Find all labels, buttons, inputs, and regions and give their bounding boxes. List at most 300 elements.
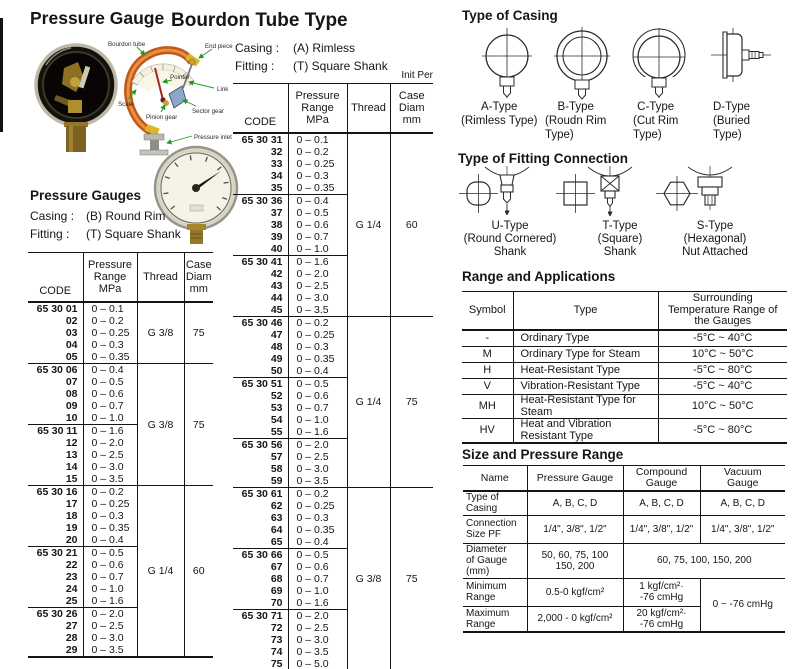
column-header <box>463 466 527 492</box>
cutaway-label-pointer: Pointer <box>170 74 190 81</box>
code-cell: 65 30 16 <box>28 486 83 499</box>
column-header <box>288 84 347 134</box>
casing-type-label <box>545 100 606 142</box>
thread-cell: G 3/8 <box>137 364 184 486</box>
range-cell: 0 – 3.5 <box>288 475 347 488</box>
range-cell: 0 – 0.4 <box>288 195 347 208</box>
code-table-rimless <box>233 83 433 669</box>
code-cell: 70 <box>233 597 288 610</box>
column-header <box>233 84 288 134</box>
range-cell: 0 – 0.5 <box>288 549 347 562</box>
casing-d-diagram <box>711 28 771 82</box>
thread-cell: G 1/4 <box>347 317 390 488</box>
cutaway-label-sector-gear: Sector gear <box>192 108 224 115</box>
code-cell: 38 <box>233 219 288 231</box>
text-line: Range <box>93 271 127 283</box>
code-cell: 65 30 21 <box>28 547 83 560</box>
temp-range-cell <box>658 379 787 395</box>
size-pressure-range-table <box>463 465 785 633</box>
range-cell: 0 – 3.5 <box>288 646 347 658</box>
text-line: D-Type <box>713 101 751 113</box>
fitting-type-label <box>655 220 775 259</box>
range-cell: 0 – 1.6 <box>83 595 137 608</box>
row-header <box>463 578 527 606</box>
range-cell: 0 – 2.5 <box>83 620 137 632</box>
code-cell: 49 <box>233 353 288 365</box>
range-cell: 0 – 5.0 <box>288 658 347 669</box>
text-line: Case <box>185 259 212 271</box>
text-line: Casing <box>466 503 498 515</box>
column-header <box>83 253 137 303</box>
casing-diagrams <box>455 22 800 100</box>
range-cell: 0 – 2.0 <box>288 610 347 623</box>
text-line: -5°C ~ 40°C <box>693 379 753 392</box>
text-line: Resistant Type <box>520 429 594 442</box>
code-cell: 57 <box>233 451 288 463</box>
casing-type-label <box>633 100 678 142</box>
code-cell: 65 30 26 <box>28 608 83 621</box>
range-cell: 0 – 3.0 <box>288 292 347 304</box>
text-line: 1/4", 3/8", 1/2" <box>543 523 607 535</box>
text-line: Shank <box>493 246 527 258</box>
code-cell: 52 <box>233 390 288 402</box>
column-header <box>137 253 184 303</box>
range-cell: 0 – 0.3 <box>288 512 347 524</box>
range-cell: 0 – 0.3 <box>288 170 347 182</box>
spec-cell <box>527 491 623 515</box>
range-cell: 0 – 0.2 <box>288 146 347 158</box>
range-cell: 0 – 1.6 <box>83 425 137 438</box>
column-header <box>462 292 513 330</box>
code-cell: 64 <box>233 524 288 536</box>
code-cell: 19 <box>28 522 83 534</box>
text-line: Range <box>466 592 496 603</box>
row-header <box>463 515 527 543</box>
text-line: 1/4", 3/8", 1/2" <box>629 523 694 535</box>
range-cell: 0 – 3.5 <box>288 304 347 317</box>
code-cell: 35 <box>233 182 288 195</box>
code-cell: 24 <box>28 583 83 595</box>
range-cell: 0 – 0.5 <box>288 378 347 391</box>
range-cell: 0 – 0.35 <box>288 353 347 365</box>
symbol-cell <box>462 363 513 379</box>
column-header <box>623 466 700 492</box>
casing-c-diagram <box>633 28 685 98</box>
text-line: the Gauges <box>694 315 752 327</box>
text-line: (Roudn Rim <box>545 115 607 127</box>
text-line: MH <box>478 399 496 412</box>
text-line: Vibration-Resistant Type <box>520 379 640 392</box>
text-line: M <box>482 347 492 360</box>
range-cell: 0 – 0.4 <box>83 534 137 547</box>
table-row <box>462 379 787 395</box>
casing-type-label <box>461 100 537 128</box>
text-line: A-Type <box>481 101 518 113</box>
range-cell: 0 – 0.35 <box>83 522 137 534</box>
cutaway-label-pressure-inlet: Pressure inlet <box>194 134 232 141</box>
symbol-cell <box>462 347 513 363</box>
code-cell: 15 <box>28 473 83 486</box>
range-cell: 0 – 3.5 <box>83 644 137 657</box>
text-line: B-Type <box>557 101 594 113</box>
table-row <box>462 419 787 444</box>
text-line: Name <box>480 471 509 484</box>
temp-range-cell <box>658 347 787 363</box>
text-line: Steam <box>520 405 553 418</box>
text-line: Maximum <box>466 607 510 619</box>
code-cell: 44 <box>233 292 288 304</box>
cutaway-label-link: Link <box>217 86 229 93</box>
thread-cell: G 3/8 <box>137 302 184 364</box>
text-line: Pressure Gauge <box>536 471 614 484</box>
cutaway-label-end-piece: End piece <box>205 43 233 50</box>
code-cell: 75 <box>233 658 288 669</box>
text-line: 0 ~ -76 cmHg <box>712 599 773 611</box>
table-row <box>28 302 213 315</box>
temp-range-cell <box>658 363 787 379</box>
range-cell: 0 – 0.2 <box>83 486 137 499</box>
text-line: -76 cmHg <box>639 618 684 630</box>
range-cell: 0 – 0.4 <box>288 365 347 378</box>
row-header <box>463 606 527 632</box>
symbol-cell <box>462 419 513 444</box>
text-line: Heat and Vibration <box>520 418 612 430</box>
range-section-heading: Range and Applications <box>462 269 616 284</box>
text-line: S-Type <box>696 220 734 232</box>
range-cell: 0 – 1.0 <box>288 243 347 256</box>
range-cell: 0 – 3.5 <box>83 473 137 486</box>
code-cell: 27 <box>28 620 83 632</box>
casing-section-heading: Type of Casing <box>462 8 558 23</box>
page-title: Pressure Gauge <box>30 8 165 28</box>
code-cell: 29 <box>28 644 83 657</box>
fitting-type-label <box>450 220 570 259</box>
code-cell: 73 <box>233 634 288 646</box>
text-line: 2,000 - 0 kgf/cm² <box>537 613 613 625</box>
column-header <box>28 253 83 303</box>
text-line: Type <box>573 303 598 316</box>
code-cell: 65 30 51 <box>233 378 288 391</box>
text-line: Size PF <box>466 529 502 540</box>
code-cell: 18 <box>28 510 83 522</box>
text-line: A, B, C, D <box>639 497 684 509</box>
range-cell: 0 – 0.25 <box>288 329 347 341</box>
range-cell: 0 – 0.7 <box>288 231 347 243</box>
code-cell: 65 30 66 <box>233 549 288 562</box>
range-cell: 0 – 0.2 <box>83 315 137 327</box>
range-cell: 0 – 0.5 <box>83 547 137 560</box>
code-cell: 09 <box>28 400 83 412</box>
text-line: V <box>483 379 491 392</box>
range-cell: 0 – 1.0 <box>83 412 137 425</box>
text-line: U-Type <box>491 220 529 232</box>
fitting-t-diagram <box>556 166 632 215</box>
text-line: (Buried <box>713 115 751 127</box>
symbol-cell <box>462 379 513 395</box>
fitting-diagrams <box>455 166 800 218</box>
code-cell: 23 <box>28 571 83 583</box>
table-row <box>463 578 785 606</box>
range-cell: 0 – 0.3 <box>83 510 137 522</box>
text-line: MPa <box>98 283 122 295</box>
text-line: 0.5-0 kgf/cm² <box>545 586 605 598</box>
range-cell: 0 – 0.35 <box>288 524 347 536</box>
text-line: Thread <box>143 271 178 283</box>
table-row <box>463 543 785 578</box>
cutaway-label-scale: Scale <box>118 101 134 108</box>
sector-gear-drawing <box>169 86 186 108</box>
text-line: 50, 60, 75, 100 <box>541 549 609 561</box>
end-piece-drawing <box>189 59 195 65</box>
gauge-stem <box>187 224 206 244</box>
text-line: Type) <box>713 129 742 141</box>
type-cell <box>513 347 658 363</box>
code-cell: 65 30 71 <box>233 610 288 623</box>
range-cell: 0 – 0.1 <box>83 302 137 315</box>
cutaway-label-bourdon-tube: Bourdon tube <box>108 41 146 48</box>
code-cell: 54 <box>233 414 288 426</box>
text-line: Range <box>301 102 334 114</box>
text-line: - <box>485 331 490 344</box>
text-line: Ordinary Type <box>520 331 590 344</box>
text-line: mm <box>189 283 208 295</box>
text-line: (Round Cornered) <box>463 233 557 245</box>
page-subtitle: Bourdon Tube Type <box>171 10 348 31</box>
table-row <box>463 515 785 543</box>
code-cell: 65 30 31 <box>233 133 288 146</box>
range-cell: 0 – 2.5 <box>288 622 347 634</box>
text-line: Type) <box>545 129 574 141</box>
text-line: Temperature Range of <box>668 303 778 316</box>
range-cell: 0 – 0.7 <box>83 400 137 412</box>
code-cell: 04 <box>28 339 83 351</box>
code-cell: 03 <box>28 327 83 339</box>
code-cell: 65 30 61 <box>233 488 288 501</box>
code-cell: 65 30 46 <box>233 317 288 330</box>
range-cell: 0 – 0.25 <box>83 498 137 510</box>
unit-note: Init Per <box>401 70 433 81</box>
case-diam-cell: 75 <box>390 317 433 488</box>
text-line: Symbol <box>468 303 506 316</box>
symbol-cell <box>462 330 513 347</box>
spec-cell <box>527 515 623 543</box>
text-line: (Hexagonal) <box>683 233 747 245</box>
code-cell: 28 <box>28 632 83 644</box>
text-line: 60, 75, 100, 150, 200 <box>656 555 752 566</box>
spec-cell <box>623 543 785 578</box>
case-diam-cell: 75 <box>184 364 213 486</box>
column-header <box>700 466 785 492</box>
code-cell: 48 <box>233 341 288 353</box>
type-cell <box>513 379 658 395</box>
column-header <box>527 466 623 492</box>
range-cell: 0 – 0.7 <box>83 571 137 583</box>
code-cell: 05 <box>28 351 83 364</box>
code-cell: 59 <box>233 475 288 488</box>
table-row <box>462 363 787 379</box>
code-cell: 74 <box>233 646 288 658</box>
text-line: (mm) <box>466 566 490 577</box>
text-line: Heat-Resistant Type for <box>520 394 636 406</box>
type-cell <box>513 395 658 419</box>
text-line: A, B, C, D <box>720 497 765 509</box>
column-header <box>347 84 390 134</box>
code-cell: 13 <box>28 449 83 461</box>
code-cell: 40 <box>233 243 288 256</box>
text-line: Range <box>466 618 496 630</box>
table-row <box>462 395 787 419</box>
text-line: Vacuum <box>723 466 762 478</box>
table-row <box>28 486 213 499</box>
left-casing-row <box>30 209 165 223</box>
range-cell: 0 – 0.4 <box>83 364 137 377</box>
range-cell: 0 – 0.1 <box>288 133 347 146</box>
type-cell <box>513 330 658 347</box>
code-cell: 02 <box>28 315 83 327</box>
spec-cell <box>623 515 700 543</box>
text-line: (Rimless Type) <box>461 115 538 127</box>
code-cell: 12 <box>28 437 83 449</box>
casing-value: (B) Round Rim <box>86 209 166 223</box>
spec-cell <box>527 543 623 578</box>
text-line: 1 kgf/cm²· <box>639 581 684 592</box>
range-cell: 0 – 0.2 <box>288 488 347 501</box>
casing-label: Casing : <box>235 41 280 55</box>
text-line: -76 cmHg <box>639 592 684 603</box>
text-line: MPa <box>306 114 329 126</box>
left-section-heading: Pressure Gauges <box>30 188 142 203</box>
code-cell: 65 30 56 <box>233 439 288 452</box>
range-cell: 0 – 1.6 <box>288 256 347 269</box>
size-section-heading: Size and Pressure Range <box>462 447 624 462</box>
fitting-value: (T) Square Shank <box>86 227 181 241</box>
type-cell <box>513 419 658 444</box>
table-row <box>233 488 433 501</box>
range-cell: 0 – 0.6 <box>288 219 347 231</box>
text-line: of Gauge <box>466 555 508 566</box>
spec-cell <box>700 491 785 515</box>
text-line: (Square) <box>597 233 643 245</box>
range-cell: 0 – 2.5 <box>288 451 347 463</box>
temp-range-cell <box>658 330 787 347</box>
text-line: Type) <box>633 129 662 141</box>
range-cell: 0 – 0.5 <box>83 376 137 388</box>
range-cell: 0 – 0.6 <box>288 390 347 402</box>
text-line: Pressure <box>295 90 340 102</box>
mid-casing-row <box>235 41 355 55</box>
range-cell: 0 – 3.0 <box>83 632 137 644</box>
code-cell: 65 30 06 <box>28 364 83 377</box>
code-cell: 72 <box>233 622 288 634</box>
text-line: 10°C ~ 50°C <box>691 399 754 412</box>
text-line: HV <box>479 423 495 436</box>
temp-range-cell <box>658 419 787 444</box>
casing-a-diagram <box>482 28 532 98</box>
casing-value: (A) Rimless <box>293 41 355 55</box>
range-cell: 0 – 0.6 <box>83 388 137 400</box>
fitting-section-heading: Type of Fitting Connection <box>458 151 628 166</box>
code-cell: 47 <box>233 329 288 341</box>
range-cell: 0 – 2.0 <box>83 608 137 621</box>
table-row <box>28 364 213 377</box>
fitting-value: (T) Square Shank <box>293 59 388 73</box>
code-cell: 20 <box>28 534 83 547</box>
code-cell: 34 <box>233 170 288 182</box>
text-line: -5°C ~ 80°C <box>693 363 753 376</box>
range-cell: 0 – 0.5 <box>288 207 347 219</box>
range-cell: 0 – 1.0 <box>288 414 347 426</box>
casing-label: Casing : <box>30 209 75 223</box>
code-cell: 58 <box>233 463 288 475</box>
cutaway-label-pinion-gear: Pinion gear <box>146 114 178 121</box>
thread-cell: G 3/8 <box>347 488 390 669</box>
text-line: Case <box>398 90 425 102</box>
text-line: H <box>483 363 492 376</box>
text-line: Minimum <box>466 581 507 592</box>
spec-cell <box>700 578 785 632</box>
text-line: CODE <box>39 285 72 297</box>
scan-artifact-bar <box>0 18 3 132</box>
range-cell: 0 – 0.25 <box>83 327 137 339</box>
column-header <box>390 84 433 134</box>
range-cell: 0 – 0.3 <box>288 341 347 353</box>
range-cell: 0 – 0.6 <box>288 561 347 573</box>
text-line: Gauge <box>726 477 759 489</box>
text-line: 150, 200 <box>555 560 595 572</box>
text-line: A, B, C, D <box>552 497 598 509</box>
text-line: 10°C ~ 50°C <box>691 347 754 360</box>
text-line: C-Type <box>637 101 675 113</box>
text-line: Surrounding <box>692 292 753 304</box>
spec-cell <box>623 606 700 632</box>
text-line: Heat-Resistant Type <box>520 363 620 376</box>
code-cell: 65 30 41 <box>233 256 288 269</box>
text-line: -5°C ~ 80°C <box>693 423 753 436</box>
text-line: Thread <box>351 102 386 114</box>
range-cell: 0 – 0.7 <box>288 573 347 585</box>
code-cell: 42 <box>233 268 288 280</box>
spec-cell <box>623 491 700 515</box>
text-line: Compound <box>635 466 688 478</box>
case-diam-cell: 75 <box>184 302 213 364</box>
code-table-round-rim <box>28 252 213 658</box>
code-cell: 08 <box>28 388 83 400</box>
code-cell: 45 <box>233 304 288 317</box>
text-line: 20 kgf/cm²· <box>636 607 687 619</box>
text-line: Diameter <box>466 544 507 555</box>
spec-cell <box>527 606 623 632</box>
text-line: Diam <box>398 102 425 114</box>
thread-cell: G 1/4 <box>347 133 390 317</box>
range-cell: 0 – 1.6 <box>288 597 347 610</box>
range-cell: 0 – 0.25 <box>288 158 347 170</box>
text-line: Nut Attached <box>682 246 748 258</box>
code-cell: 62 <box>233 500 288 512</box>
casing-b-diagram <box>554 27 610 99</box>
range-cell: 0 – 1.6 <box>288 426 347 439</box>
fitting-s-diagram <box>656 166 732 211</box>
text-line: Type of <box>466 492 499 504</box>
range-cell: 0 – 2.5 <box>83 449 137 461</box>
fitting-u-diagram <box>459 166 529 214</box>
range-cell: 0 – 2.0 <box>288 439 347 452</box>
text-line: -5°C ~ 40°C <box>693 331 753 344</box>
text-line: Shank <box>603 246 637 258</box>
code-cell: 25 <box>28 595 83 608</box>
row-header <box>463 491 527 515</box>
spec-cell <box>623 578 700 606</box>
case-diam-cell: 60 <box>390 133 433 317</box>
